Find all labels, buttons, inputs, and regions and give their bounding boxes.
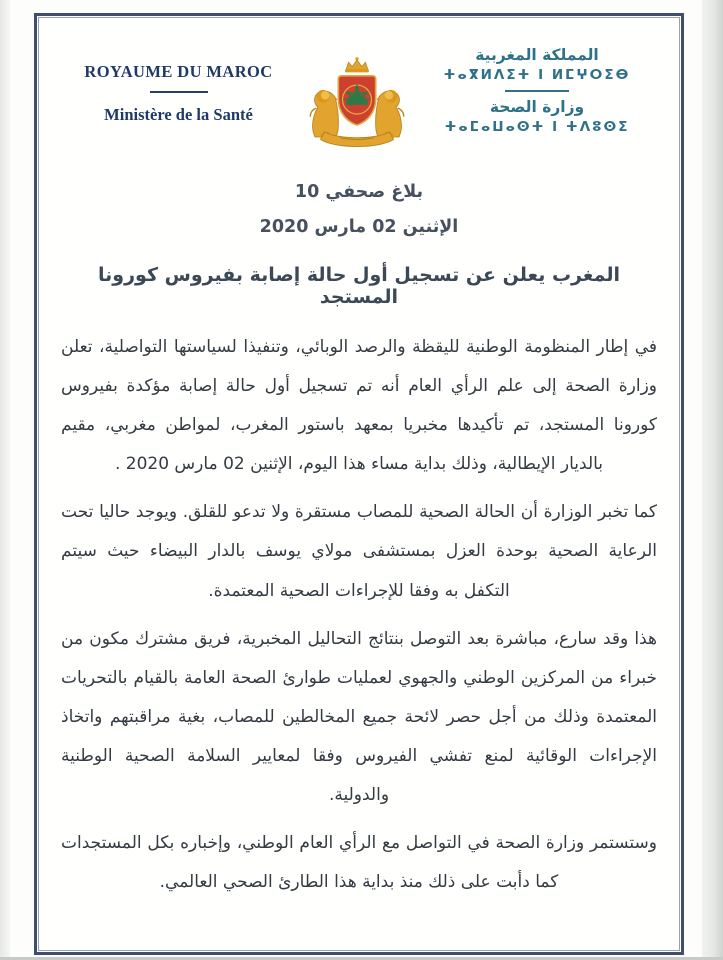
morocco-coat-of-arms-icon (306, 54, 408, 152)
kingdom-name-french: ROYAUME DU MAROC (84, 62, 273, 81)
ministry-name-tifinagh: ⵜⴰⵎⴰⵡⴰⵙⵜ ⵏ ⵜⴷⵓⵙⵉ (444, 119, 630, 135)
press-release-meta (61, 182, 657, 237)
ministry-name-french: Ministère de la Santé (104, 105, 253, 124)
ministry-name-arabic: وزارة الصحة (489, 98, 585, 116)
crown-icon (345, 57, 369, 72)
kingdom-name-arabic: المملكة المغربية (475, 46, 599, 64)
kingdom-name-tifinagh: ⵜⴰⴳⵍⴷⵉⵜ ⵏ ⵍⵎⵖⵔⵉⴱ (443, 67, 631, 83)
letterhead-separator-right (505, 90, 569, 92)
shield-icon (338, 76, 375, 125)
document-frame (34, 13, 684, 955)
press-release-body (61, 328, 657, 902)
lion-left-icon (310, 90, 338, 137)
scan-edge-right (702, 0, 723, 960)
press-release-date: الإثنين 02 مارس 2020 (259, 217, 459, 237)
lion-right-icon (375, 90, 403, 137)
body-paragraph-1: في إطار المنظومة الوطنية لليقظة والرصد الوبائي، وتنفيذا لسياستها التواصلية، تعلن وزارة الصحة إلى علم الرأي العام أنه تم تسجيل أول حالة إصابة مؤكدة بفيروس كورونا المستجد، تم تأكيدها مخبريا بمعهد باستور المغرب، لمواطن مغربي، مقيم بالديار الإيطالية، وذلك بداية مساء هذا اليوم، الإثنين 02 مارس 2020 . (61, 337, 657, 475)
letterhead-french (61, 62, 296, 125)
body-paragraph-3: هذا وقد سارع، مباشرة بعد التوصل بنتائج التحاليل المخبرية، فريق مشترك مكون من خبراء من المركزين الوطني والجهوي لعمليات طوارئ الصحة العامة بالقيام بالتحريات المعتمدة وذلك من أجل حصر لائحة جميع المخالطين للمصاب، بغية مراقبتهم واتخاذ الإجراءات الوقائية لمنع تفشي الفيروس وفقا لمعايير السلامة الصحية الوطنية والدولية. (61, 628, 657, 806)
body-paragraph-4: وستستمر وزارة الصحة في التواصل مع الرأي العام الوطني، وإخباره بكل المستجدات كما دأبت على ذلك منذ بداية هذا الطارئ الصحي العالمي. (61, 833, 657, 893)
press-release-number: بلاغ صحفي 10 (294, 182, 424, 202)
document-content (37, 16, 681, 952)
press-release-title: المغرب يعلن عن تسجيل أول حالة إصابة بفيروس كورونا المستجد (98, 264, 620, 308)
letterhead (61, 40, 657, 152)
body-paragraph-2: كما تخبر الوزارة أن الحالة الصحية للمصاب مستقرة ولا تدعو للقلق. ويوجد حاليا تحت الرعاية الصحية بوحدة العزل بمستشفى مولاي يوسف بالدار البيضاء حيث سيتم التكفل به وفقا للإجراءات الصحية المعتمدة. (61, 502, 657, 601)
letterhead-arabic (417, 46, 657, 135)
letterhead-separator-left (150, 91, 208, 93)
scan-edge-left (0, 0, 10, 960)
